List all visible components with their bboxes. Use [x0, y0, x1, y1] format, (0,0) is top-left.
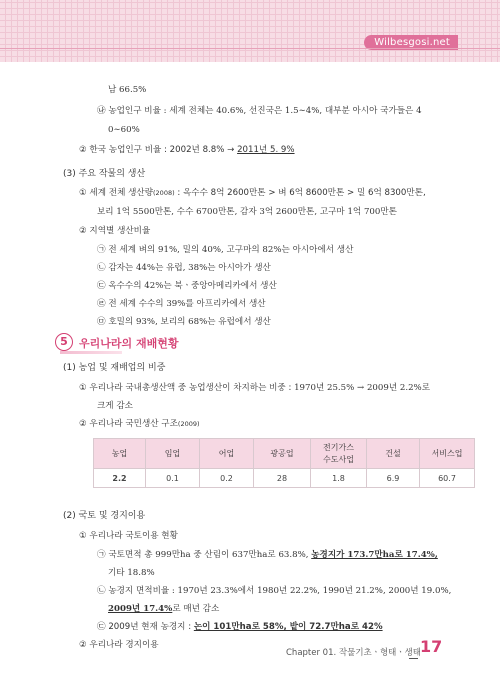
text-span: ① 세계 전체 생산량 [79, 188, 154, 198]
section-5-header [55, 333, 185, 355]
table-header-row [94, 439, 475, 469]
chapter-label: Chapter 01. 작물기초ㆍ형태ㆍ생태 [286, 648, 422, 658]
text-line [79, 419, 200, 430]
text-line: ② 지역별 생산비율 [79, 226, 151, 236]
table-cell: 2.2 [94, 469, 146, 488]
text-line: ㉯ 농업인구 비율 : 세계 전체는 40.6%, 선진국은 1.5∼4%, 대부분 아시아 국가들은 4 [97, 106, 422, 116]
table-cell: 0.1 [146, 469, 200, 488]
text-span: 1970년 25.5% → 2009년 2.2%로 [294, 383, 430, 393]
small-note: (2009) [177, 420, 200, 428]
underlined-text: 농경지가 173.7만ha로 17.4%, [311, 550, 438, 560]
header-divider [0, 48, 500, 49]
section-heading: (3) 주요 작물의 생산 [63, 169, 146, 179]
table-cell: 28 [254, 469, 311, 488]
text-line [79, 383, 430, 394]
brand-label: Wilbesgosi.net [364, 35, 458, 50]
text-line: 보리 1억 5500만톤, 수수 6700만톤, 감자 3억 2600만톤, 고구마 1억 700만톤 [97, 207, 397, 217]
table-header-cell: 서비스업 [420, 439, 475, 469]
page-number: 17 [420, 637, 443, 656]
section-title: 우리나라의 재배현황 [79, 337, 179, 350]
text-line: ㉢ 옥수수의 42%는 북ㆍ중앙아메리카에서 생산 [97, 281, 277, 291]
underlined-text: 논이 101만ha로 58%, 밭이 72.7만ha로 42% [193, 622, 383, 632]
table-cell: 0.2 [200, 469, 254, 488]
table-cell: 60.7 [420, 469, 475, 488]
text-line [97, 550, 438, 561]
text-line: 0∼60% [108, 125, 140, 135]
section-heading: (1) 농업 및 재배업의 비중 [63, 363, 166, 373]
text-line: ㉠ 전 세계 벼의 91%, 밀의 40%, 고구마의 82%는 아시아에서 생산 [97, 245, 354, 255]
text-line [97, 622, 383, 633]
text-line: ㉣ 전 세계 수수의 39%를 아프리카에서 생산 [97, 299, 266, 309]
table-row [94, 469, 475, 488]
underlined-text: 2011년 5. 9% [237, 145, 295, 155]
title-underline [60, 351, 122, 354]
text-span: ② 한국 농업인구 비율 : 2002년 8.8% → [79, 145, 238, 155]
text-span: : 옥수수 8억 2600만톤 > 벼 6억 8600만톤 > 밀 6억 8300만톤, [174, 188, 426, 198]
text-span: ㉢ 2009년 현재 농경지 : [97, 622, 194, 632]
footer-dash [409, 658, 418, 659]
text-line: ② 우리나라 경지이용 [79, 640, 159, 650]
table-cell: 6.9 [367, 469, 420, 488]
table-header-cell: 건설 [367, 439, 420, 469]
table-header-cell: 광공업 [254, 439, 311, 469]
text-line: ㉡ 감자는 44%는 유럽, 38%는 아시아가 생산 [97, 263, 271, 273]
table-header-cell: 농업 [94, 439, 146, 469]
text-line: ㉤ 호밀의 93%, 보리의 68%는 유럽에서 생산 [97, 317, 271, 327]
text-span: 로 매년 감소 [172, 604, 220, 614]
text-line [79, 188, 426, 199]
underlined-text: 2009년 17.4% [108, 604, 173, 614]
table-header-cell: 전기가스 수도사업 [311, 439, 367, 469]
text-line: ㉡ 농경지 면적비율 : 1970년 23.3%에서 1980년 22.2%, 1990년 21.2%, 2000년 19.0%, [97, 586, 452, 596]
text-line: ① 우리나라 국토이용 현황 [79, 531, 178, 541]
text-line [79, 145, 295, 156]
gdp-structure-table [93, 438, 475, 488]
text-span: ㉠ 국토면적 총 999만ha 중 산림이 637만ha로 63.8%, [97, 550, 312, 560]
table-header-cell: 임업 [146, 439, 200, 469]
table-cell: 1.8 [311, 469, 367, 488]
section-number: 5 [55, 333, 73, 351]
text-span: ② 우리나라 국민생산 구조 [79, 419, 178, 429]
text-span: ① 우리나라 국내총생산액 중 농업생산이 차지하는 비중 : [79, 383, 295, 393]
text-line: 기타 18.8% [108, 568, 155, 578]
text-line: 크게 감소 [97, 401, 133, 411]
text-line: 남 66.5% [108, 85, 147, 95]
text-line [108, 604, 219, 615]
section-heading: (2) 국토 및 경지이용 [63, 511, 146, 521]
table-header-cell: 어업 [200, 439, 254, 469]
page-header [0, 0, 500, 62]
small-note: (2008) [153, 189, 175, 197]
